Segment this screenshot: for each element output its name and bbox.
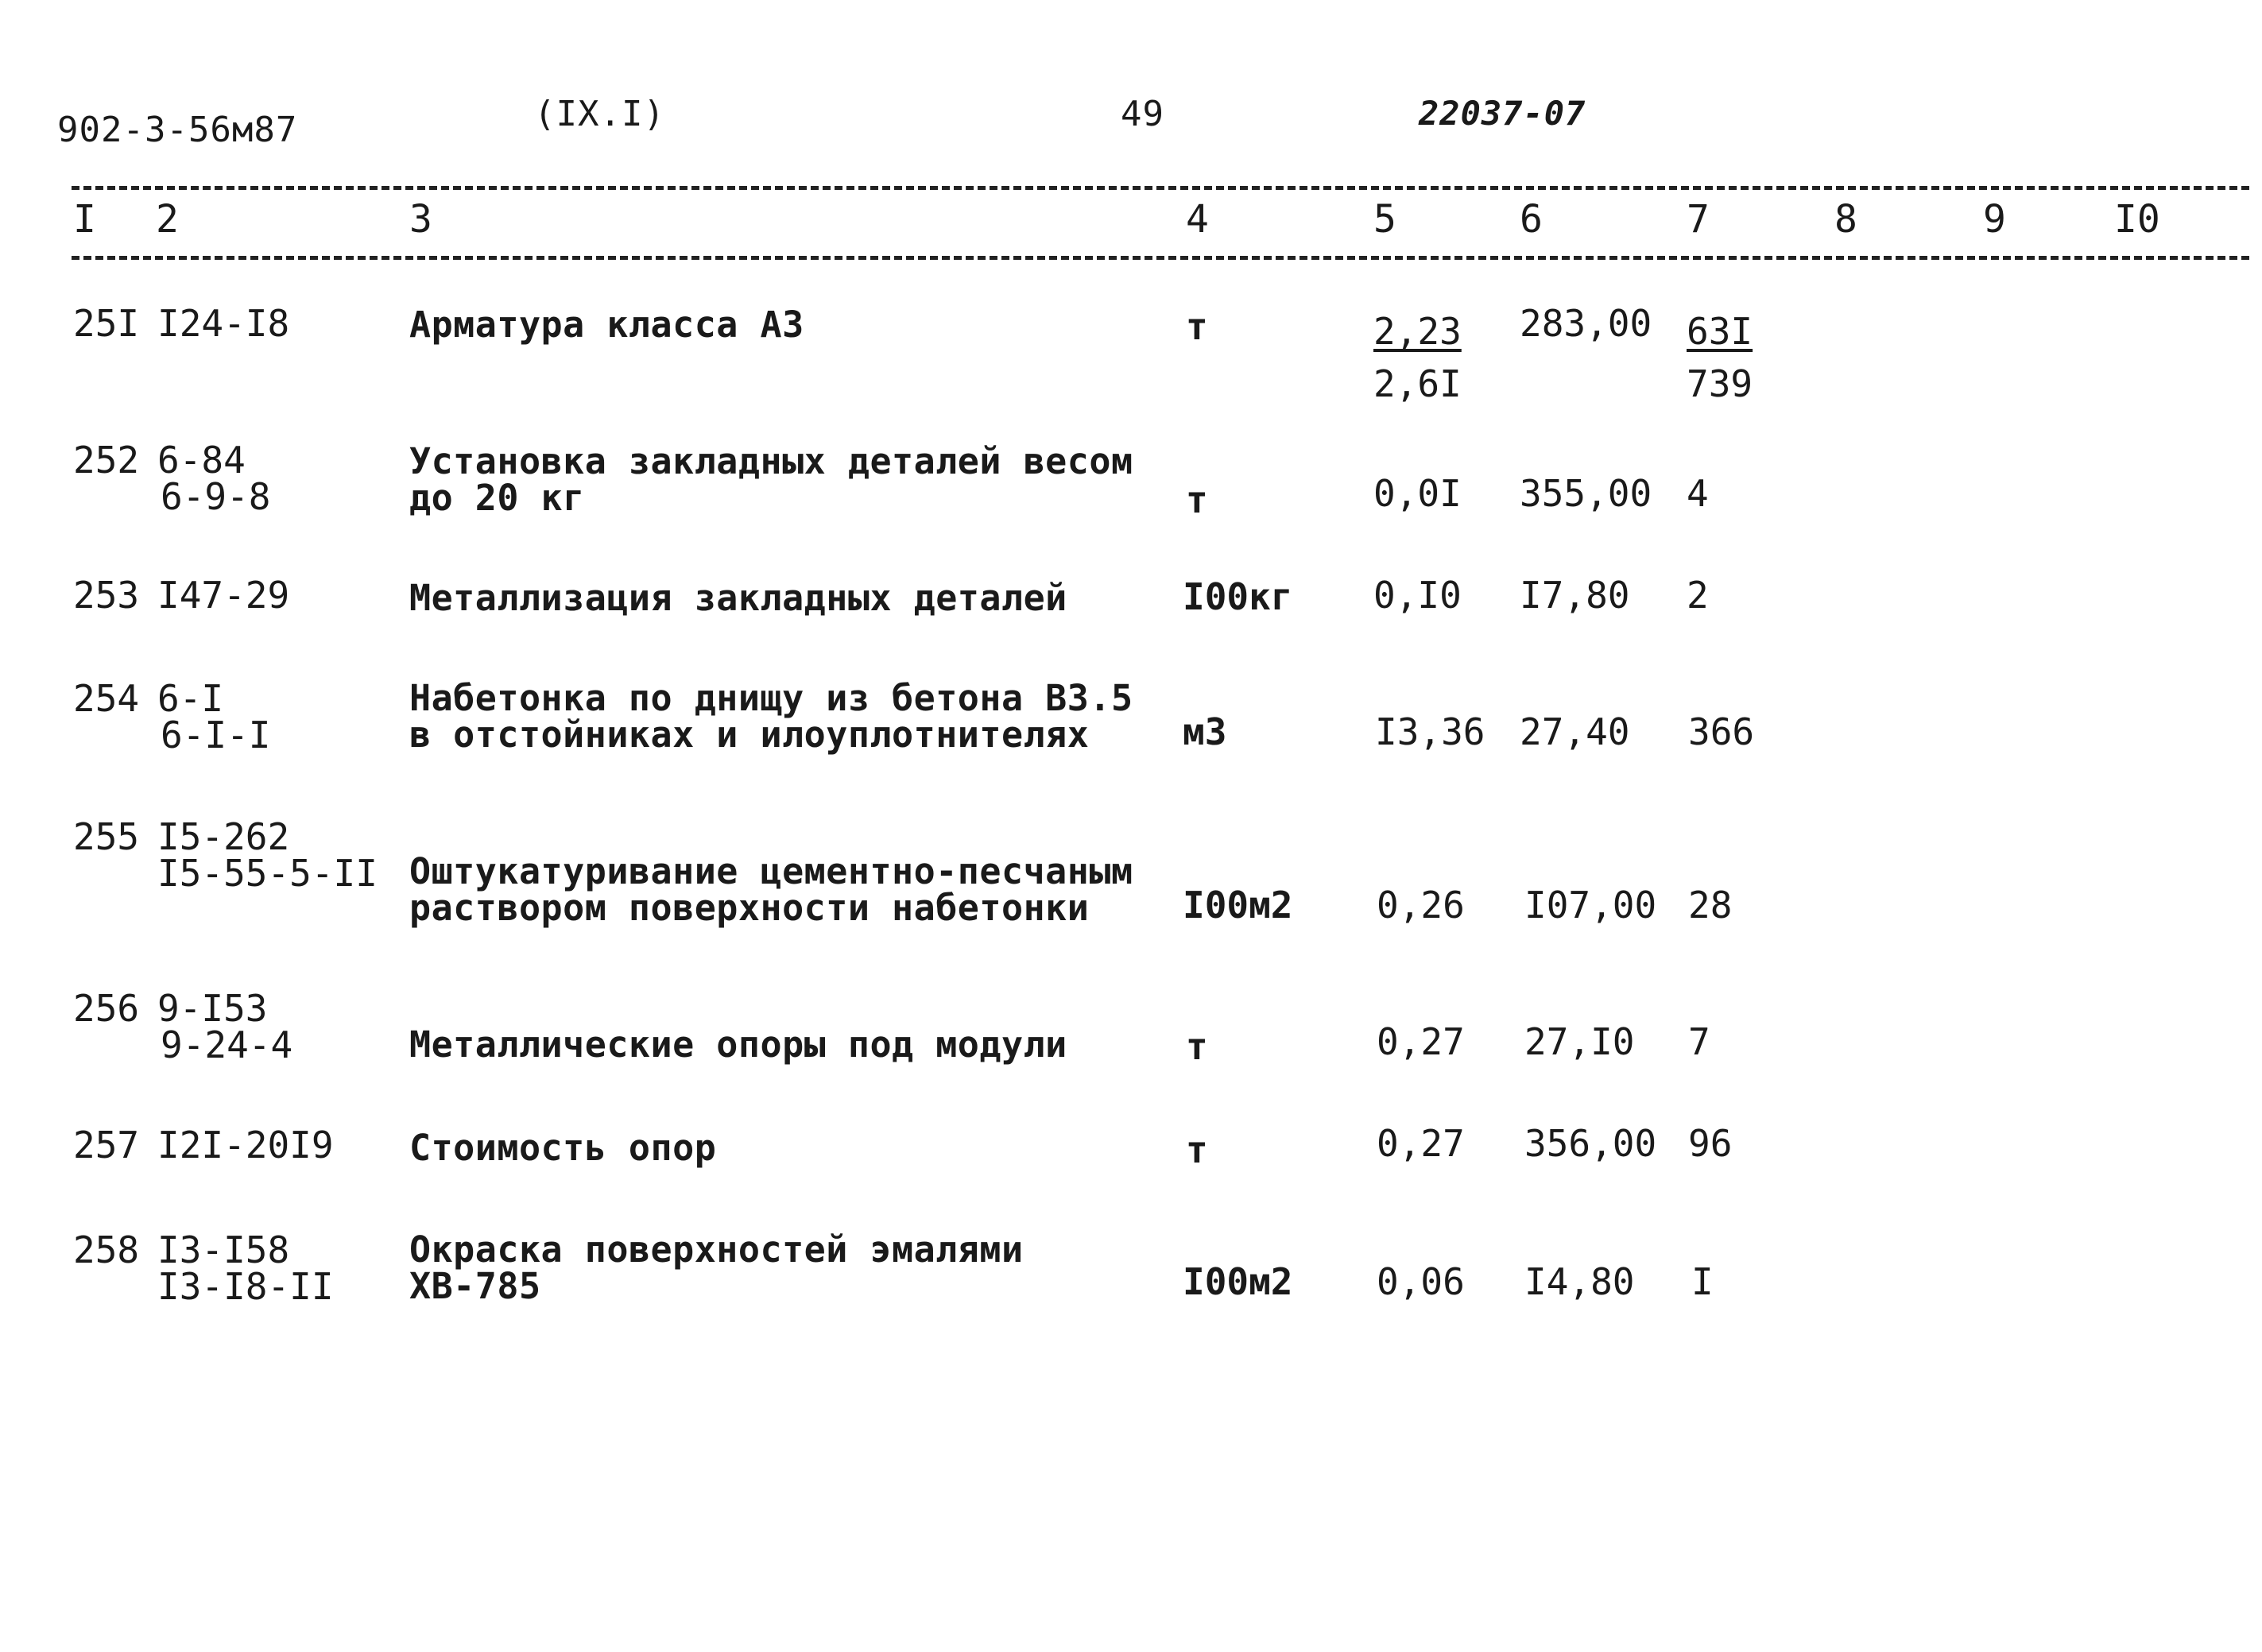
row-number: 252: [73, 439, 140, 482]
row-code: I47-29: [157, 574, 290, 617]
row-code: 9-I53: [157, 987, 268, 1030]
row-total: [1687, 574, 1709, 617]
row-quantity: [1375, 710, 1485, 753]
row-code: I2I-20I9: [157, 1124, 334, 1166]
row-description-line: ХВ-785: [409, 1265, 541, 1307]
row-description: [409, 440, 1133, 519]
column-number-5: 5: [1373, 197, 1396, 242]
row-codes: [157, 574, 290, 617]
row-unit: I00м2: [1183, 884, 1293, 927]
row-code: I24-I8: [157, 302, 290, 345]
row-codes: [157, 302, 290, 345]
row-description-line: Набетонка по днищу из бетона В3.5: [409, 677, 1133, 719]
column-number-1: I: [73, 197, 96, 242]
row-total-value: 96: [1688, 1122, 1733, 1165]
row-number: 258: [73, 1228, 140, 1271]
row-codes: [157, 1124, 334, 1166]
row-quantity: [1373, 305, 1462, 410]
row-description: [409, 1127, 717, 1169]
row-description: [409, 850, 1133, 929]
row-quantity-numerator: 2,23: [1373, 310, 1462, 353]
row-quantity-value: I3,36: [1375, 710, 1485, 753]
row-codes: [157, 677, 271, 756]
row-number: 253: [73, 574, 140, 617]
row-quantity: [1377, 1122, 1465, 1165]
row-description-line: Арматура класса А3: [409, 304, 804, 346]
row-unit: м3: [1183, 710, 1227, 753]
row-codes: [157, 987, 293, 1066]
row-total: [1688, 1020, 1710, 1063]
page-number: 49: [1121, 94, 1164, 134]
row-unit-price: 283,00: [1520, 302, 1652, 345]
row-code: 6-9-8: [161, 475, 271, 518]
row-code: 9-24-4: [161, 1023, 293, 1066]
row-description: [409, 577, 1067, 619]
row-quantity: [1373, 472, 1462, 515]
row-total: [1688, 884, 1733, 927]
row-unit-price: I07,00: [1524, 884, 1657, 927]
row-quantity-value: 0,I0: [1373, 574, 1462, 617]
row-unit: т: [1186, 478, 1208, 521]
row-total-value: 4: [1687, 472, 1709, 515]
row-description-line: Металлизация закладных деталей: [409, 577, 1067, 619]
row-code: 6-84: [157, 439, 246, 482]
column-number-10: I0: [2114, 197, 2160, 242]
row-quantity: [1377, 884, 1465, 927]
row-total-value: 366: [1688, 710, 1755, 753]
row-unit: т: [1186, 1025, 1208, 1068]
row-total-denominator: 739: [1687, 362, 1753, 405]
row-quantity-value: 0,0I: [1373, 472, 1462, 515]
row-quantity-denominator: 2,6I: [1373, 362, 1462, 405]
row-description: [409, 304, 804, 346]
table-header-bottom-rule: [72, 256, 2249, 260]
row-unit-price: I4,80: [1524, 1260, 1635, 1303]
row-code: I3-I58: [157, 1228, 290, 1271]
column-number-6: 6: [1520, 197, 1543, 242]
row-quantity: [1377, 1020, 1465, 1063]
row-total: [1688, 1122, 1733, 1165]
row-unit-price: 27,40: [1520, 710, 1630, 753]
row-total-value: I: [1691, 1260, 1714, 1303]
column-number-8: 8: [1834, 197, 1857, 242]
row-quantity: [1377, 1260, 1465, 1303]
row-code: I3-I8-II: [157, 1265, 334, 1308]
row-unit: т: [1186, 305, 1208, 348]
row-total: [1687, 472, 1709, 515]
row-description-line: до 20 кг: [409, 477, 585, 519]
row-description-line: Оштукатуривание цементно-песчаным: [409, 850, 1133, 892]
row-total: [1687, 305, 1753, 410]
row-unit: т: [1186, 1128, 1208, 1171]
row-unit-price: 27,I0: [1524, 1020, 1635, 1063]
column-number-4: 4: [1186, 197, 1209, 242]
row-description-line: Металлические опоры под модули: [409, 1023, 1067, 1066]
row-quantity-value: 0,26: [1377, 884, 1465, 927]
row-description-line: Установка закладных деталей весом: [409, 440, 1133, 482]
column-number-9: 9: [1983, 197, 2006, 242]
row-total: [1688, 710, 1755, 753]
row-description-line: раствором поверхности набетонки: [409, 887, 1090, 929]
row-code: I5-262: [157, 815, 290, 858]
row-quantity-value: 0,27: [1377, 1020, 1465, 1063]
column-number-7: 7: [1687, 197, 1710, 242]
row-quantity-value: 0,06: [1377, 1260, 1465, 1303]
doc-code: 902-3-56м87: [57, 110, 298, 150]
column-number-3: 3: [409, 197, 432, 242]
row-code: 6-I: [157, 677, 224, 720]
row-codes: [157, 1228, 334, 1308]
row-unit-price: 355,00: [1520, 472, 1652, 515]
row-codes: [157, 815, 378, 895]
row-number: 25I: [73, 302, 140, 345]
row-unit-price: I7,80: [1520, 574, 1630, 617]
row-total-value: 7: [1688, 1020, 1710, 1063]
row-code: 6-I-I: [161, 714, 271, 756]
row-unit-price: 356,00: [1524, 1122, 1657, 1165]
row-unit: I00м2: [1183, 1260, 1293, 1303]
row-description: [409, 677, 1133, 756]
table-top-rule: [72, 186, 2249, 190]
row-total: [1691, 1260, 1714, 1303]
row-code: I5-55-5-II: [157, 852, 378, 895]
column-number-2: 2: [156, 197, 179, 242]
row-number: 254: [73, 677, 140, 720]
row-number: 257: [73, 1124, 140, 1166]
row-total-numerator: 63I: [1687, 310, 1753, 353]
row-number: 255: [73, 815, 140, 858]
row-description-line: в отстойниках и илоуплотнителях: [409, 714, 1090, 756]
section-label: (IX.I): [534, 94, 665, 134]
row-description-line: Стоимость опор: [409, 1127, 717, 1169]
row-quantity-value: 0,27: [1377, 1122, 1465, 1165]
sheet-code: 22037-07: [1419, 94, 1586, 133]
row-description: [409, 1023, 1067, 1066]
row-unit: I00кг: [1183, 575, 1293, 618]
row-total-value: 2: [1687, 574, 1709, 617]
row-codes: [157, 439, 271, 518]
row-total-value: 28: [1688, 884, 1733, 927]
row-description-line: Окраска поверхностей эмалями: [409, 1228, 1024, 1271]
row-description: [409, 1228, 1024, 1307]
row-quantity: [1373, 574, 1462, 617]
row-number: 256: [73, 987, 140, 1030]
